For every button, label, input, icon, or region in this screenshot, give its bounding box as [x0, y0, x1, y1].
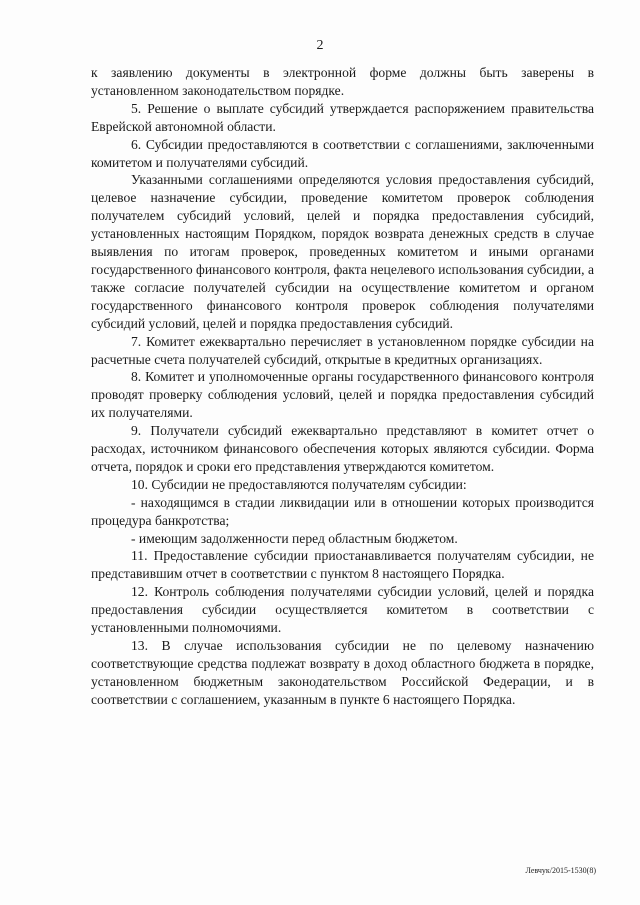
paragraph-continuation: к заявлению документы в электронной форме должны быть заверены в установленном законодательством порядке.: [91, 65, 594, 98]
paragraph-item-10: 10. Субсидии не предоставляются получателям субсидии:: [131, 476, 467, 492]
paragraph-item-8: 8. Комитет и уполномоченные органы государственного финансового контроля проводят проверку соблюдения условий, целей и порядка предоставления субсидий их получателями.: [91, 369, 594, 421]
page-number: 2: [316, 38, 324, 53]
paragraph-item-6: 6. Субсидии предоставляются в соответствии с соглашениями, заключенными комитетом и получателями субсидий.: [91, 136, 594, 170]
paragraph-item-12: 12. Контроль соблюдения получателями субсидии условий, целей и порядка предоставления субсидии осуществляется комитетом в соответствии с установленными полномочиями.: [91, 584, 594, 636]
document-code: Левчук/2015-1530(8): [525, 866, 596, 875]
list-item-debt: - имеющим задолженности перед областным бюджетом.: [131, 530, 458, 546]
paragraph-item-11: 11. Предоставление субсидии приостанавливается получателям субсидии, не представившим отчет в соответствии с пунктом 8 настоящего Порядка.: [91, 548, 594, 582]
paragraph-item-13: 13. В случае использования субсидии не по целевому назначению соответствующие средства подлежат возврату в доход областного бюджета в порядке, установленном бюджетным законодательством Российской Федерации, и в соответствии с соглашением, указанным в пункте 6 настоящего Порядка.: [91, 638, 594, 707]
paragraph-agreements: Указанными соглашениями определяются условия предоставления субсидий, целевое назначение субсидии, проведение комитетом проверок соблюдения получателем субсидий условий, целей и порядка предоставления субсидий, установленных настоящим Порядком, порядок возврата денежных средств в случае выявления по итогам проверок, проведенных комитетом и иными органами государственного финансового контроля, факта нецелевого использования субсидии, а также согласие получателей субсидии на осуществление комитетом и органом государственного финансового контроля проверок соблюдения получателями субсидий условий, целей и порядка предоставления субсидий.: [91, 172, 594, 331]
paragraph-item-7: 7. Комитет ежеквартально перечисляет в установленном порядке субсидии на расчетные счета получателей субсидий, открытые в кредитных организациях.: [91, 333, 594, 367]
list-item-liquidation: - находящимся в стадии ликвидации или в отношении которых производится процедура банкротства;: [91, 494, 594, 528]
document-body: [91, 64, 594, 709]
paragraph-item-9: 9. Получатели субсидий ежеквартально представляют в комитет отчет о расходах, источником финансового обеспечения которых являются субсидии. Форма отчета, порядок и сроки его представления утверждаются комитетом.: [91, 423, 594, 474]
paragraph-item-5: 5. Решение о выплате субсидий утверждается распоряжением правительства Еврейской автономной области.: [91, 100, 594, 134]
